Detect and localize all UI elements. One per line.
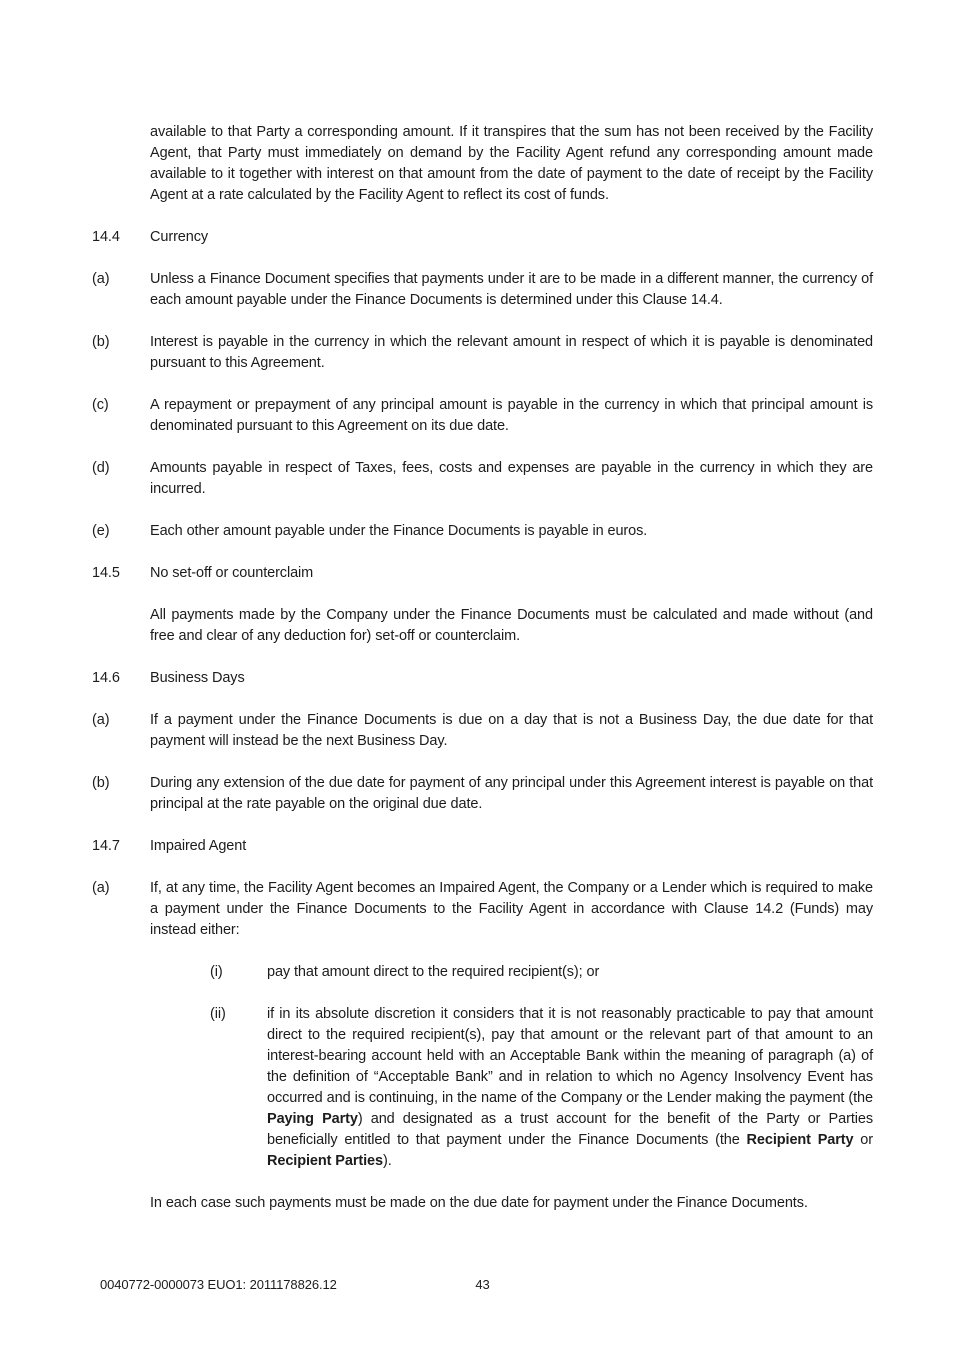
closing-paragraph: In each case such payments must be made on the due date for payment under the Finance Documents.	[150, 1195, 808, 1211]
item-label: (b)	[92, 334, 110, 350]
clause-item	[92, 269, 873, 311]
item-label: (a)	[92, 880, 110, 896]
item-label: (b)	[92, 775, 110, 791]
sub-item	[210, 962, 873, 983]
defined-term-paying-party: Paying Party	[267, 1111, 358, 1127]
item-text: Interest is payable in the currency in which the relevant amount in respect of which it is payable is denominated pursuant to this Agreement.	[150, 334, 873, 371]
sub-item-text: pay that amount direct to the required recipient(s); or	[267, 964, 600, 980]
clause-title: Currency	[150, 229, 209, 245]
defined-term-recipient-parties: Recipient Parties	[267, 1153, 383, 1169]
defined-term-recipient-party: Recipient Party	[746, 1132, 854, 1148]
continuation-paragraph: available to that Party a corresponding amount. If it transpires that the sum has not been received by the Facility Agent, that Party must immediately on demand by the Facility Agent refund any corresponding amount made available to it together with interest on that amount from the date of payment to the date of receipt by the Facility Agent at a rate calculated by the Facility Agent to reflect its cost of funds.	[150, 124, 873, 203]
clause-item	[92, 521, 873, 542]
sub-item-text-part: or	[853, 1132, 873, 1148]
item-text: Amounts payable in respect of Taxes, fees, costs and expenses are payable in the currency in which they are incurred.	[150, 460, 873, 497]
sub-item	[210, 1004, 873, 1172]
item-text: Unless a Finance Document specifies that payments under it are to be made in a different manner, the currency of each amount payable under the Finance Documents is determined under this Clause 14.4.	[150, 271, 873, 308]
clause-title: Business Days	[150, 670, 245, 686]
clause-number: 14.5	[92, 565, 120, 581]
clause-number: 14.7	[92, 838, 120, 854]
sub-item-text-part: ) and designated as a trust account for the benefit of the Party or Parties beneficially entitled to that payment under the Finance Documents (the	[267, 1111, 873, 1148]
item-label: (c)	[92, 397, 109, 413]
item-label: (d)	[92, 460, 110, 476]
footer-reference: 0040772-0000073 EUO1: 2011178826.12	[100, 1277, 337, 1292]
sub-item-text-part: if in its absolute discretion it considers that it is not reasonably practicable to pay that amount direct to the required recipient(s), pay that amount or the relevant part of that amount to an interest-bearing account held with an Acceptable Bank within the meaning of paragraph (a) of the definition of “Acceptable Bank” and in relation to which no Agency Insolvency Event has occurred and is continuing, in the name of the Company or the Lender making the payment (the	[267, 1006, 873, 1106]
clause-number: 14.4	[92, 229, 120, 245]
clause-item	[92, 458, 873, 500]
clause-item	[92, 710, 873, 752]
clause-item	[92, 773, 873, 815]
clause-title: Impaired Agent	[150, 838, 247, 854]
sub-item-text-part: ).	[382, 1153, 392, 1169]
clause-number: 14.6	[92, 670, 120, 686]
item-label: (a)	[92, 271, 110, 287]
clause-heading-14-5	[92, 563, 873, 584]
sub-item-label: (i)	[210, 964, 223, 980]
item-label: (a)	[92, 712, 110, 728]
clause-heading-14-4	[92, 227, 873, 248]
clause-item	[92, 332, 873, 374]
item-text: During any extension of the due date for payment of any principal under this Agreement interest is payable on that principal at the rate payable on the original due date.	[150, 775, 873, 812]
sub-item-label: (ii)	[210, 1006, 226, 1022]
page-number: 43	[475, 1277, 490, 1292]
clause-paragraph: All payments made by the Company under the Finance Documents must be calculated and made without (and free and clear of any deduction for) set-off or counterclaim.	[150, 607, 873, 644]
document-content	[92, 122, 873, 1235]
item-label: (e)	[92, 523, 110, 539]
clause-item	[92, 878, 873, 941]
clause-heading-14-7	[92, 836, 873, 857]
item-text: A repayment or prepayment of any principal amount is payable in the currency in which that principal amount is denominated pursuant to this Agreement on its due date.	[150, 397, 873, 434]
item-text: Each other amount payable under the Finance Documents is payable in euros.	[150, 523, 648, 539]
clause-title: No set-off or counterclaim	[150, 565, 314, 581]
clause-heading-14-6	[92, 668, 873, 689]
sub-item-text	[267, 1004, 873, 1172]
clause-item	[92, 395, 873, 437]
item-text: If, at any time, the Facility Agent becomes an Impaired Agent, the Company or a Lender which is required to make a payment under the Finance Documents to the Facility Agent in accordance with Clause 14.2 (Funds) may instead either:	[150, 880, 873, 938]
item-text: If a payment under the Finance Documents is due on a day that is not a Business Day, the due date for that payment will instead be the next Business Day.	[150, 712, 873, 749]
